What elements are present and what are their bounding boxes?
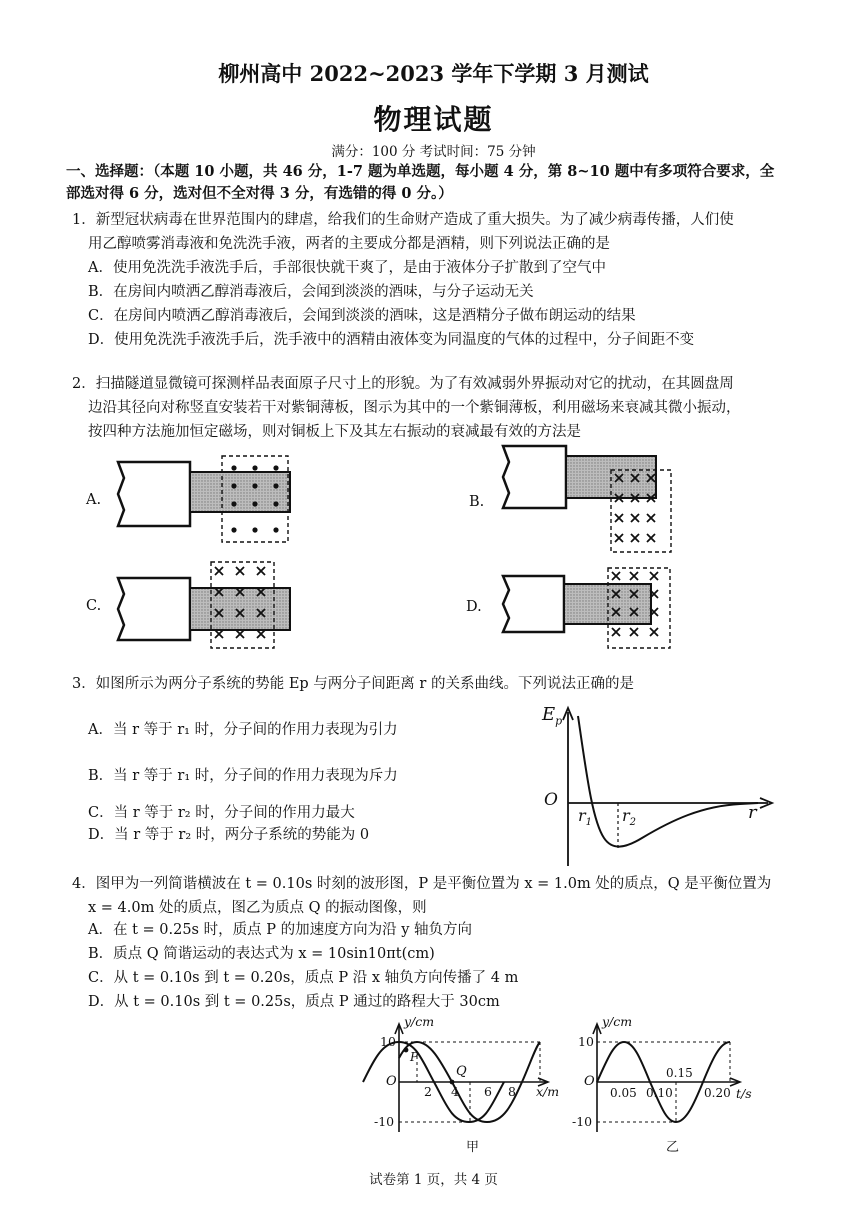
q3-r1-label: $r_1$ [578,806,593,829]
q4-stem-line2: x = 4.0m 处的质点，图乙为质点 Q 的振动图像，则 [88,900,427,916]
q4b-tick-015: 0.15 [666,1066,693,1080]
q2-label-b: B. [469,494,485,510]
q3-y-axis-label: $E_p$ [542,704,563,728]
q1-stem-line1: 1．新型冠状病毒在世界范围内的肆虐，给我们的生命财产造成了重大损失。为了减少病毒传播，人们使 [72,212,734,228]
q4a-y-label: y/cm [404,1014,435,1029]
q4a-origin: O [386,1074,397,1089]
q1-option-c: C．在房间内喷洒乙醇消毒液后，会闻到淡淡的酒味，这是酒精分子做布朗运动的结果 [88,308,636,324]
q2-diagram-d [503,568,670,648]
q4a-q-label: Q [456,1064,467,1079]
q4a-tick-4: 4 [451,1084,459,1099]
q4b-tick-010: 0.10 [646,1086,673,1100]
subject-title: 物理试题 [373,103,494,136]
q4-option-b: B．质点 Q 简谐运动的表达式为 x = 10sin10πt(cm) [88,946,435,962]
q4-option-c: C．从 t = 0.10s 到 t = 0.20s，质点 P 沿 x 轴负方向传播了 4 m [88,970,519,986]
q4-option-d: D．从 t = 0.10s 到 t = 0.25s，质点 P 通过的路程大于 30cm [88,994,500,1010]
q2-stem-line3: 按四种方法施加恒定磁场，则对铜板上下及其左右振动的衰减最有效的方法是 [88,424,581,440]
q3-option-b: B．当 r 等于 r₁ 时，分子间的作用力表现为斥力 [88,768,398,784]
q4a-p-label: P [410,1050,419,1064]
q4b-caption: 乙 [666,1140,680,1155]
q4a-tick-8: 8 [508,1084,516,1099]
q3-option-a: A．当 r 等于 r₁ 时，分子间的作用力表现为引力 [88,722,398,738]
q4a-x-label: x/m [536,1084,560,1099]
q4a-tick-2: 2 [424,1084,432,1099]
q4b-y-label: y/cm [602,1014,633,1029]
q3-ep-r-graph [563,708,772,866]
q1-stem-line2: 用乙醇喷雾消毒液和免洗洗手液，两者的主要成分都是酒精，则下列说法正确的是 [88,236,610,252]
q2-label-d: D. [466,599,482,615]
q1-option-b: B．在房间内喷洒乙醇消毒液后，会闻到淡淡的酒味，与分子运动无关 [88,284,534,300]
q4b-y-bottom: -10 [572,1114,593,1129]
q1-option-d: D．使用免洗洗手液洗手后，洗手液中的酒精由液体变为同温度的气体的过程中，分子间距不变 [88,332,695,348]
q3-r2-label: $r_2$ [622,806,637,829]
q2-stem-line2: 边沿其径向对称竖直安装若干对紫铜薄板，图示为其中的一个紫铜薄板，利用磁场来衰减其微小振动， [88,400,741,416]
q2-label-a: A. [86,492,102,508]
section-instruction-line1: 一、选择题：（本题 10 小题，共 46 分，1-7 题为单选题，每小题 4 分，第 8~10 题中有多项符合要求，全 [66,163,775,180]
q3-stem: 3．如图所示为两分子系统的势能 Ep 与两分子间距离 r 的关系曲线。下列说法正确的是 [72,676,634,692]
q4b-tick-020: 0.20 [704,1086,731,1100]
q4b-y-top: 10 [578,1034,594,1049]
q3-x-axis-label: r [748,802,757,823]
page-footer: 试卷第 1 页，共 4 页 [369,1172,498,1188]
q2-diagram-a [118,456,290,542]
q2-diagram-c [118,562,290,648]
q3-option-c: C．当 r 等于 r₂ 时，分子间的作用力最大 [88,805,355,821]
q2-diagram-b [503,446,671,552]
q3-origin-label: O [544,790,558,810]
q1-option-a: A．使用免洗洗手液洗手后，手部很快就干爽了，是由于液体分子扩散到了空气中 [88,260,606,276]
q4b-tick-005: 0.05 [610,1086,637,1100]
q2-label-c: C. [86,598,102,614]
q4a-caption: 甲 [466,1140,480,1155]
q4b-origin: O [584,1074,595,1089]
q4b-x-label: t/s [736,1086,752,1101]
q4a-y-top: 10 [380,1034,396,1049]
q2-stem-line1: 2．扫描隧道显微镜可探测样品表面原子尺寸上的形貌。为了有效减弱外界振动对它的扰动，在其圆盘周 [72,376,734,392]
exam-title: 柳州高中 2022~2023 学年下学期 3 月测试 [218,61,649,86]
q4-option-a: A．在 t = 0.25s 时，质点 P 的加速度方向为沿 y 轴负方向 [88,922,472,938]
section-instruction-line2: 部选对得 6 分，选对但不全对得 3 分，有选错的得 0 分。） [66,185,453,202]
q4a-tick-6: 6 [484,1084,492,1099]
q4-stem-line1: 4．图甲为一列简谐横波在 t = 0.10s 时刻的波形图，P 是平衡位置为 x = 1.0m 处的质点，Q 是平衡位置为 [72,876,772,892]
q4a-y-bottom: -10 [374,1114,395,1129]
q3-option-d: D．当 r 等于 r₂ 时，两分子系统的势能为 0 [88,827,370,843]
exam-meta: 满分：100 分 考试时间：75 分钟 [331,144,536,160]
